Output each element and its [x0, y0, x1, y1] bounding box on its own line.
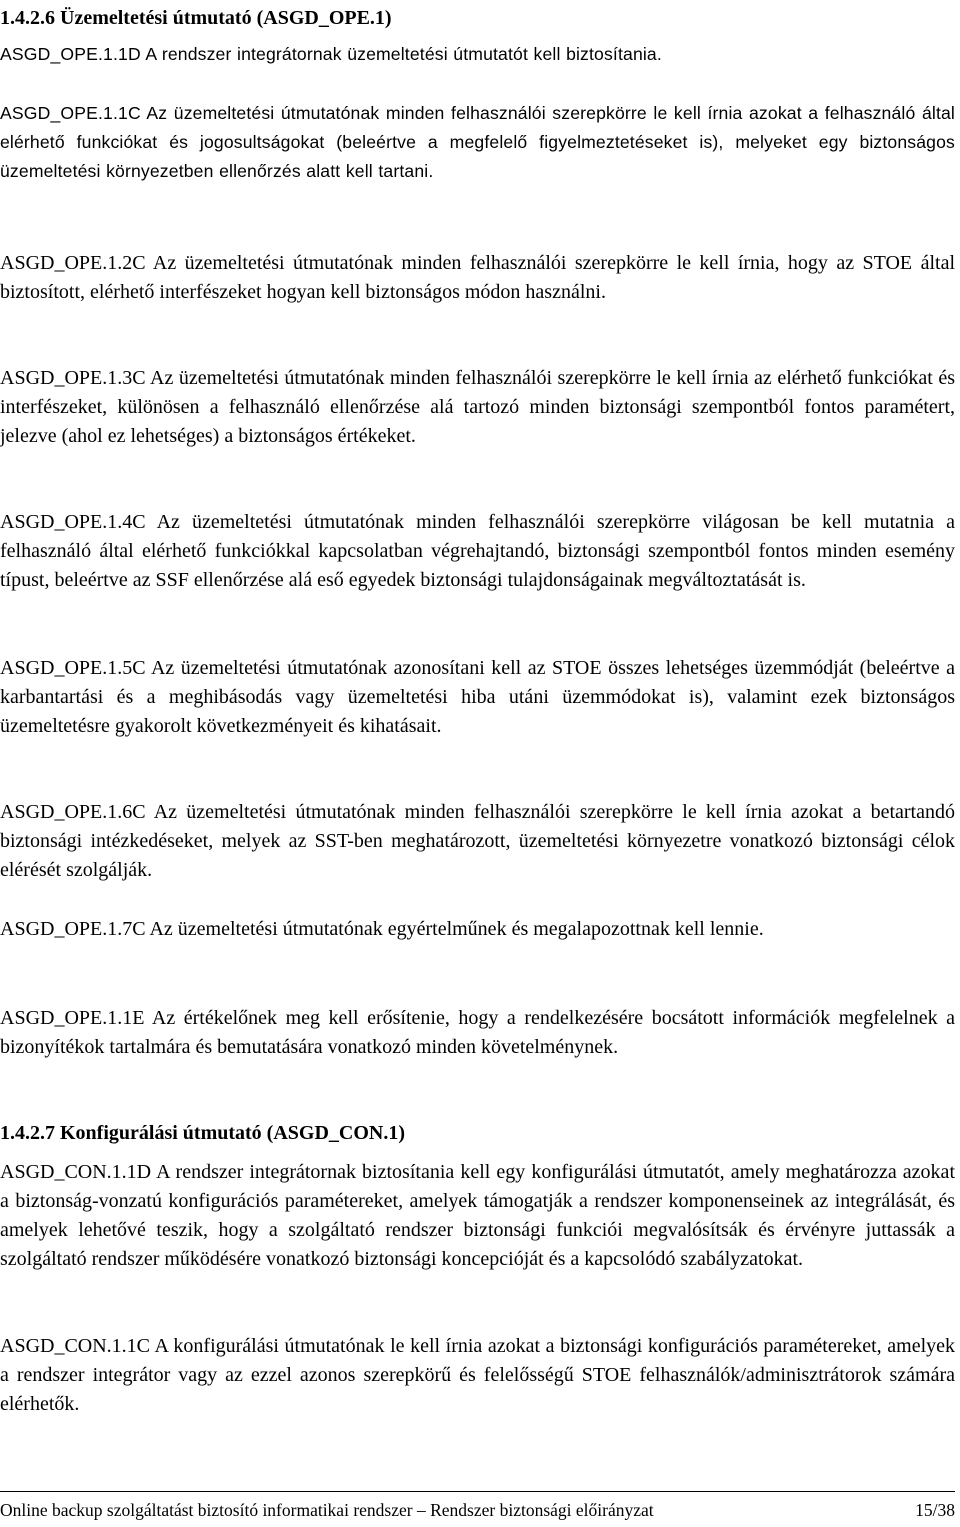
paragraph-ope-1-3c: ASGD_OPE.1.3C Az üzemeltetési útmutatónak minden felhasználói szerepkörre le kell írnia az elérhető funkciókat és interfészeket, különösen a felhasználó ellenőrzése alá tartozó minden biztonsági szempontból fontos paramétert, jelezve (ahol ez lehetséges) a biztonságos értékeket. [0, 367, 955, 447]
paragraph-ope-1-2c: ASGD_OPE.1.2C Az üzemeltetési útmutatónak minden felhasználói szerepkörre le kell írnia, hogy az STOE által biztosított, elérhető interfészeket hogyan kell biztonságos módon használni. [0, 252, 955, 303]
paragraph-ope-1-6c: ASGD_OPE.1.6C Az üzemeltetési útmutatónak minden felhasználói szerepkörre le kell írnia azokat a betartandó biztonsági intézkedéseket, melyek az SST-ben meghatározott, üzemeltetési környezetre vonatkozó biztonsági célok elérését szolgálják. [0, 801, 955, 881]
paragraph-ope-1-4c: ASGD_OPE.1.4C Az üzemeltetési útmutatónak minden felhasználói szerepkörre világosan be kell mutatnia a felhasználó által elérhető funkciókkal kapcsolatban végrehajtandó, biztonsági szempontból fontos minden esemény típust, beleértve az SSF ellenőrzése alá eső egyedek biztonsági tulajdonságainak megváltoztatását is. [0, 511, 955, 591]
paragraph-ope-1-1d: ASGD_OPE.1.1D A rendszer integrátornak üzemeltetési útmutatót kell biztosítania. [0, 44, 662, 64]
footer-rule [0, 1491, 955, 1492]
section-heading-con: 1.4.2.7 Konfigurálási útmutató (ASGD_CON.1) [0, 1122, 406, 1144]
section-heading-ope: 1.4.2.6 Üzemeltetési útmutató (ASGD_OPE.1) [0, 7, 392, 29]
footer-document-title: Rendszer biztonsági előirányzat [430, 1500, 654, 1520]
footer-page-number: 15/38 [915, 1500, 955, 1520]
paragraph-ope-1-7c: ASGD_OPE.1.7C Az üzemeltetési útmutatónak egyértelműnek és megalapozottnak kell lennie. [0, 918, 764, 940]
page-footer [0, 1497, 955, 1525]
paragraph-ope-1-5c: ASGD_OPE.1.5C Az üzemeltetési útmutatónak azonosítani kell az STOE összes lehetséges üzemmódját (beleértve a karbantartási és a meghibásodás vagy üzemeltetési hiba utáni üzemmódokat is), valamint ezek biztonságos üzemeltetésre gyakorolt következményeit és kihatásait. [0, 657, 955, 737]
paragraph-ope-1-1c: ASGD_OPE.1.1C Az üzemeltetési útmutatónak minden felhasználói szerepkörre le kell írnia azokat a felhasználó által elérhető funkciókat és jogosultságokat (beleértve a megfelelő figyelmeztetéseket is), melyeket egy biztonságos üzemeltetési környezetben ellenőrzés alatt kell tartani. [0, 103, 955, 181]
footer-system-name: Online backup szolgáltatást biztosító informatikai rendszer [0, 1500, 413, 1520]
footer-left-group [0, 1497, 654, 1525]
paragraph-con-1-1d: ASGD_CON.1.1D A rendszer integrátornak biztosítania kell egy konfigurálási útmutatót, amely meghatározza azokat a biztonság-vonzatú konfigurációs paramétereket, amelyek támogatják a rendszer komponenseinek az integrálását, és amelyek lehetővé teszik, hogy a szolgáltató rendszer biztonsági funkciói megvalósítsák és érvényre juttassák a szolgáltató rendszer működésére vonatkozó biztonsági koncepcióját és a kapcsolódó szabályzatokat. [0, 1161, 955, 1270]
paragraph-con-1-1c: ASGD_CON.1.1C A konfigurálási útmutatónak le kell írnia azokat a biztonsági konfigurációs paramétereket, amelyek a rendszer integrátor vagy az ezzel azonos szerepkörű és felelősségű STOE felhasználók/adminisztrátorok számára elérhetők. [0, 1335, 955, 1415]
paragraph-ope-1-1e: ASGD_OPE.1.1E Az értékelőnek meg kell erősítenie, hogy a rendelkezésére bocsátott információk megfelelnek a bizonyítékok tartalmára és bemutatására vonatkozó minden követelménynek. [0, 1007, 955, 1058]
footer-dash: – [416, 1500, 426, 1520]
